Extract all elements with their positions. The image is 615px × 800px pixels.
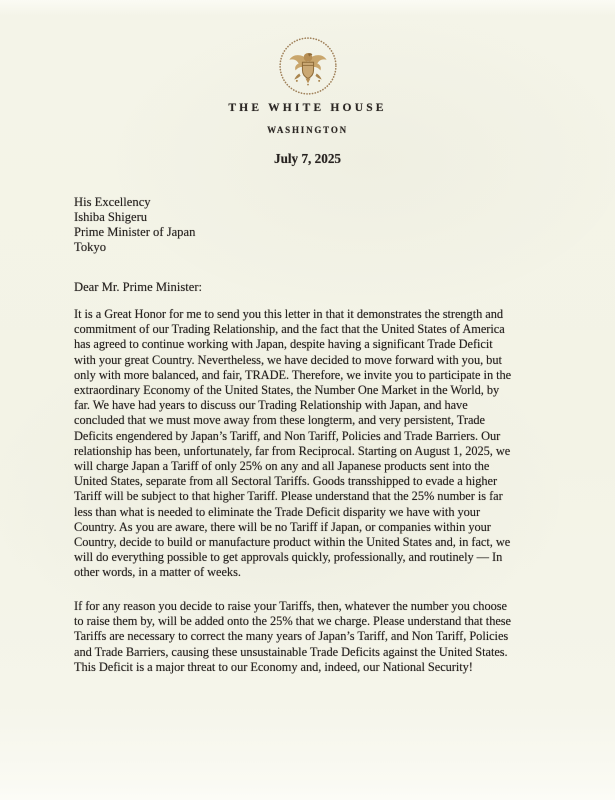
text-line: This Deficit is a major threat to our Economy and, indeed, our National Security! bbox=[74, 659, 473, 674]
text-line: Ishiba Shigeru bbox=[74, 210, 148, 224]
text-line: His Excellency bbox=[74, 195, 151, 209]
letter-date: July 7, 2025 bbox=[273, 151, 342, 166]
body-paragraph-2 bbox=[74, 599, 575, 675]
text-line: commitment of our Trading Relationship, and the fact that the United States of America bbox=[74, 322, 505, 337]
text-line: concluded that we must move away from these longterm, and very persistent, Trade bbox=[74, 413, 485, 428]
presidential-seal-icon bbox=[275, 35, 341, 97]
text-line: extraordinary Economy of the United States, the Number One Market in the World, by bbox=[74, 383, 500, 398]
text-line: with your great Country. Nevertheless, we have decided to move forward with you, but bbox=[74, 352, 502, 367]
text-line: It is a Great Honor for me to send you this letter in that it demonstrates the strength and bbox=[74, 307, 504, 321]
body-paragraph-1 bbox=[74, 307, 575, 581]
text-line: Country, decide to build or manufacture product within the United States and, in fact, we bbox=[74, 535, 511, 550]
text-line: Prime Minister of Japan bbox=[74, 225, 196, 239]
text-line: only with more balanced, and fair, TRADE. Therefore, we invite you to participate in the bbox=[74, 367, 512, 382]
text-line: has agreed to continue working with Japan, despite having a significant Trade Deficit bbox=[74, 337, 493, 352]
text-line: Country. As you are aware, there will be no Tariff if Japan, or companies within your bbox=[74, 519, 491, 534]
text-line: will charge Japan a Tariff of only 25% on any and all Japanese products sent into the bbox=[74, 459, 490, 474]
text-line: and Trade Barriers, causing these unsustainable Trade Deficits against the United States. bbox=[74, 644, 508, 659]
text-line: Tariff will be subject to that higher Tariff. Please understand that the 25% number is far bbox=[74, 489, 503, 504]
text-line: Tariffs are necessary to correct the many years of Japan’s Tariff, and Non Tariff, Policies bbox=[74, 629, 509, 644]
text-line: United States, separate from all Sectoral Tariffs. Goods transshipped to evade a higher bbox=[74, 474, 498, 489]
salutation: Dear Mr. Prime Minister: bbox=[74, 280, 203, 294]
text-line: Tokyo bbox=[74, 240, 107, 254]
text-line: less than what is needed to eliminate the Trade Deficit disparity we have with your bbox=[74, 504, 481, 519]
letterhead-title: THE WHITE HOUSE bbox=[228, 102, 387, 114]
recipient-address bbox=[74, 195, 195, 255]
text-line: Deficits engendered by Japan’s Tariff, and Non Tariff, Policies and Trade Barriers. Our bbox=[74, 428, 501, 443]
text-line: will do everything possible to get approvals quickly, professionally, and routinely — In bbox=[74, 550, 503, 565]
text-line: far. We have had years to discuss our Trading Relationship with Japan, and have bbox=[74, 398, 468, 413]
text-line: relationship has been, unfortunately, far from Reciprocal. Starting on August 1, 2025, we bbox=[74, 443, 511, 458]
text-line: If for any reason you decide to raise your Tariffs, then, whatever the number you choose bbox=[74, 599, 507, 613]
letterhead-subtitle: WASHINGTON bbox=[267, 125, 348, 135]
text-line: other words, in a matter of weeks. bbox=[74, 565, 241, 580]
text-line: to raise them by, will be added onto the 25% that we charge. Please understand that these bbox=[74, 614, 512, 629]
